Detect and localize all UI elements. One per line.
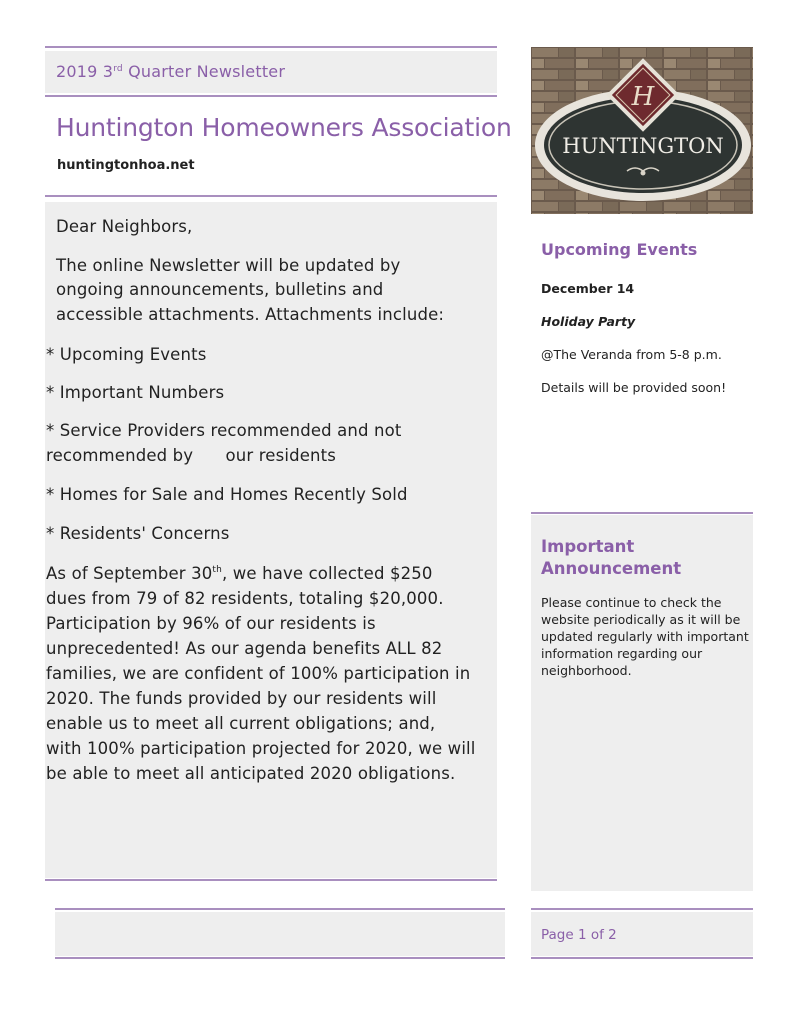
letter-intro-line: ongoing announcements, bulletins and (56, 280, 384, 299)
announcement-heading-line: Important (541, 537, 635, 556)
quarter-year: 2019 3 (56, 62, 114, 81)
footer-left-panel (55, 912, 505, 956)
huntington-sign-photo (531, 47, 753, 214)
footer-right-top-rule (531, 908, 753, 910)
dues-line-text: As of September 30 (46, 564, 213, 583)
announcement-heading (541, 536, 681, 580)
header-mid-rule (45, 95, 497, 97)
association-title: Huntington Homeowners Association (56, 113, 512, 142)
announcement-top-rule (531, 512, 753, 514)
letter-greeting: Dear Neighbors, (56, 217, 193, 236)
bullet-item: * Homes for Sale and Homes Recently Sold (46, 485, 408, 504)
event-date: December 14 (541, 281, 635, 296)
dues-line: with 100% participation projected for 2020, we will (46, 739, 476, 758)
header-top-rule (45, 46, 497, 48)
event-details: Details will be provided soon! (541, 380, 727, 395)
quarter-label: Quarter Newsletter (122, 62, 286, 81)
footer-left-bottom-rule (55, 957, 505, 959)
event-location: @The Veranda from 5-8 p.m. (541, 347, 722, 362)
footer-left-top-rule (55, 908, 505, 910)
page-number: Page 1 of 2 (541, 927, 617, 943)
dues-line-text: , we have collected $250 (221, 564, 433, 583)
bullet-item: * Residents' Concerns (46, 524, 230, 543)
dues-line: Participation by 96% of our residents is (46, 614, 376, 633)
dues-line: unprecedented! As our agenda benefits ALL 82 (46, 639, 443, 658)
quarter-title (56, 62, 285, 81)
dues-line (46, 561, 433, 587)
sign-name: HUNTINGTON (562, 134, 724, 158)
dues-line: be able to meet all anticipated 2020 obligations. (46, 764, 456, 783)
dues-line: families, we are confident of 100% participation in (46, 664, 471, 683)
bullet-item: * Service Providers recommended and not (46, 421, 402, 440)
website-link[interactable]: huntingtonhoa.net (57, 158, 195, 173)
header-bottom-rule (45, 195, 497, 197)
quarter-superscript: rd (113, 64, 123, 74)
announcement-text: Please continue to check the website periodically as it will be updated regularly with important information regarding our neighborhood. (541, 595, 749, 678)
letter-intro-line: The online Newsletter will be updated by (56, 256, 401, 275)
dues-line: 2020. The funds provided by our residents will (46, 689, 437, 708)
footer-right-bottom-rule (531, 957, 753, 959)
sign-monogram: H (631, 82, 655, 112)
bullet-item: * Upcoming Events (46, 345, 207, 364)
dues-line: enable us to meet all current obligations; and, (46, 714, 436, 733)
dues-line: dues from 79 of 82 residents, totaling $20,000. (46, 589, 444, 608)
events-heading: Upcoming Events (541, 240, 698, 259)
event-name: Holiday Party (541, 314, 636, 329)
letter-bottom-rule (45, 879, 497, 881)
letter-intro-line: accessible attachments. Attachments include: (56, 305, 445, 324)
bullet-item: * Important Numbers (46, 383, 225, 402)
dues-superscript: th (212, 565, 222, 575)
bullet-item-continued: recommended by our residents (46, 446, 336, 465)
announcement-heading-line: Announcement (541, 559, 682, 578)
sign-illustration (531, 47, 753, 214)
